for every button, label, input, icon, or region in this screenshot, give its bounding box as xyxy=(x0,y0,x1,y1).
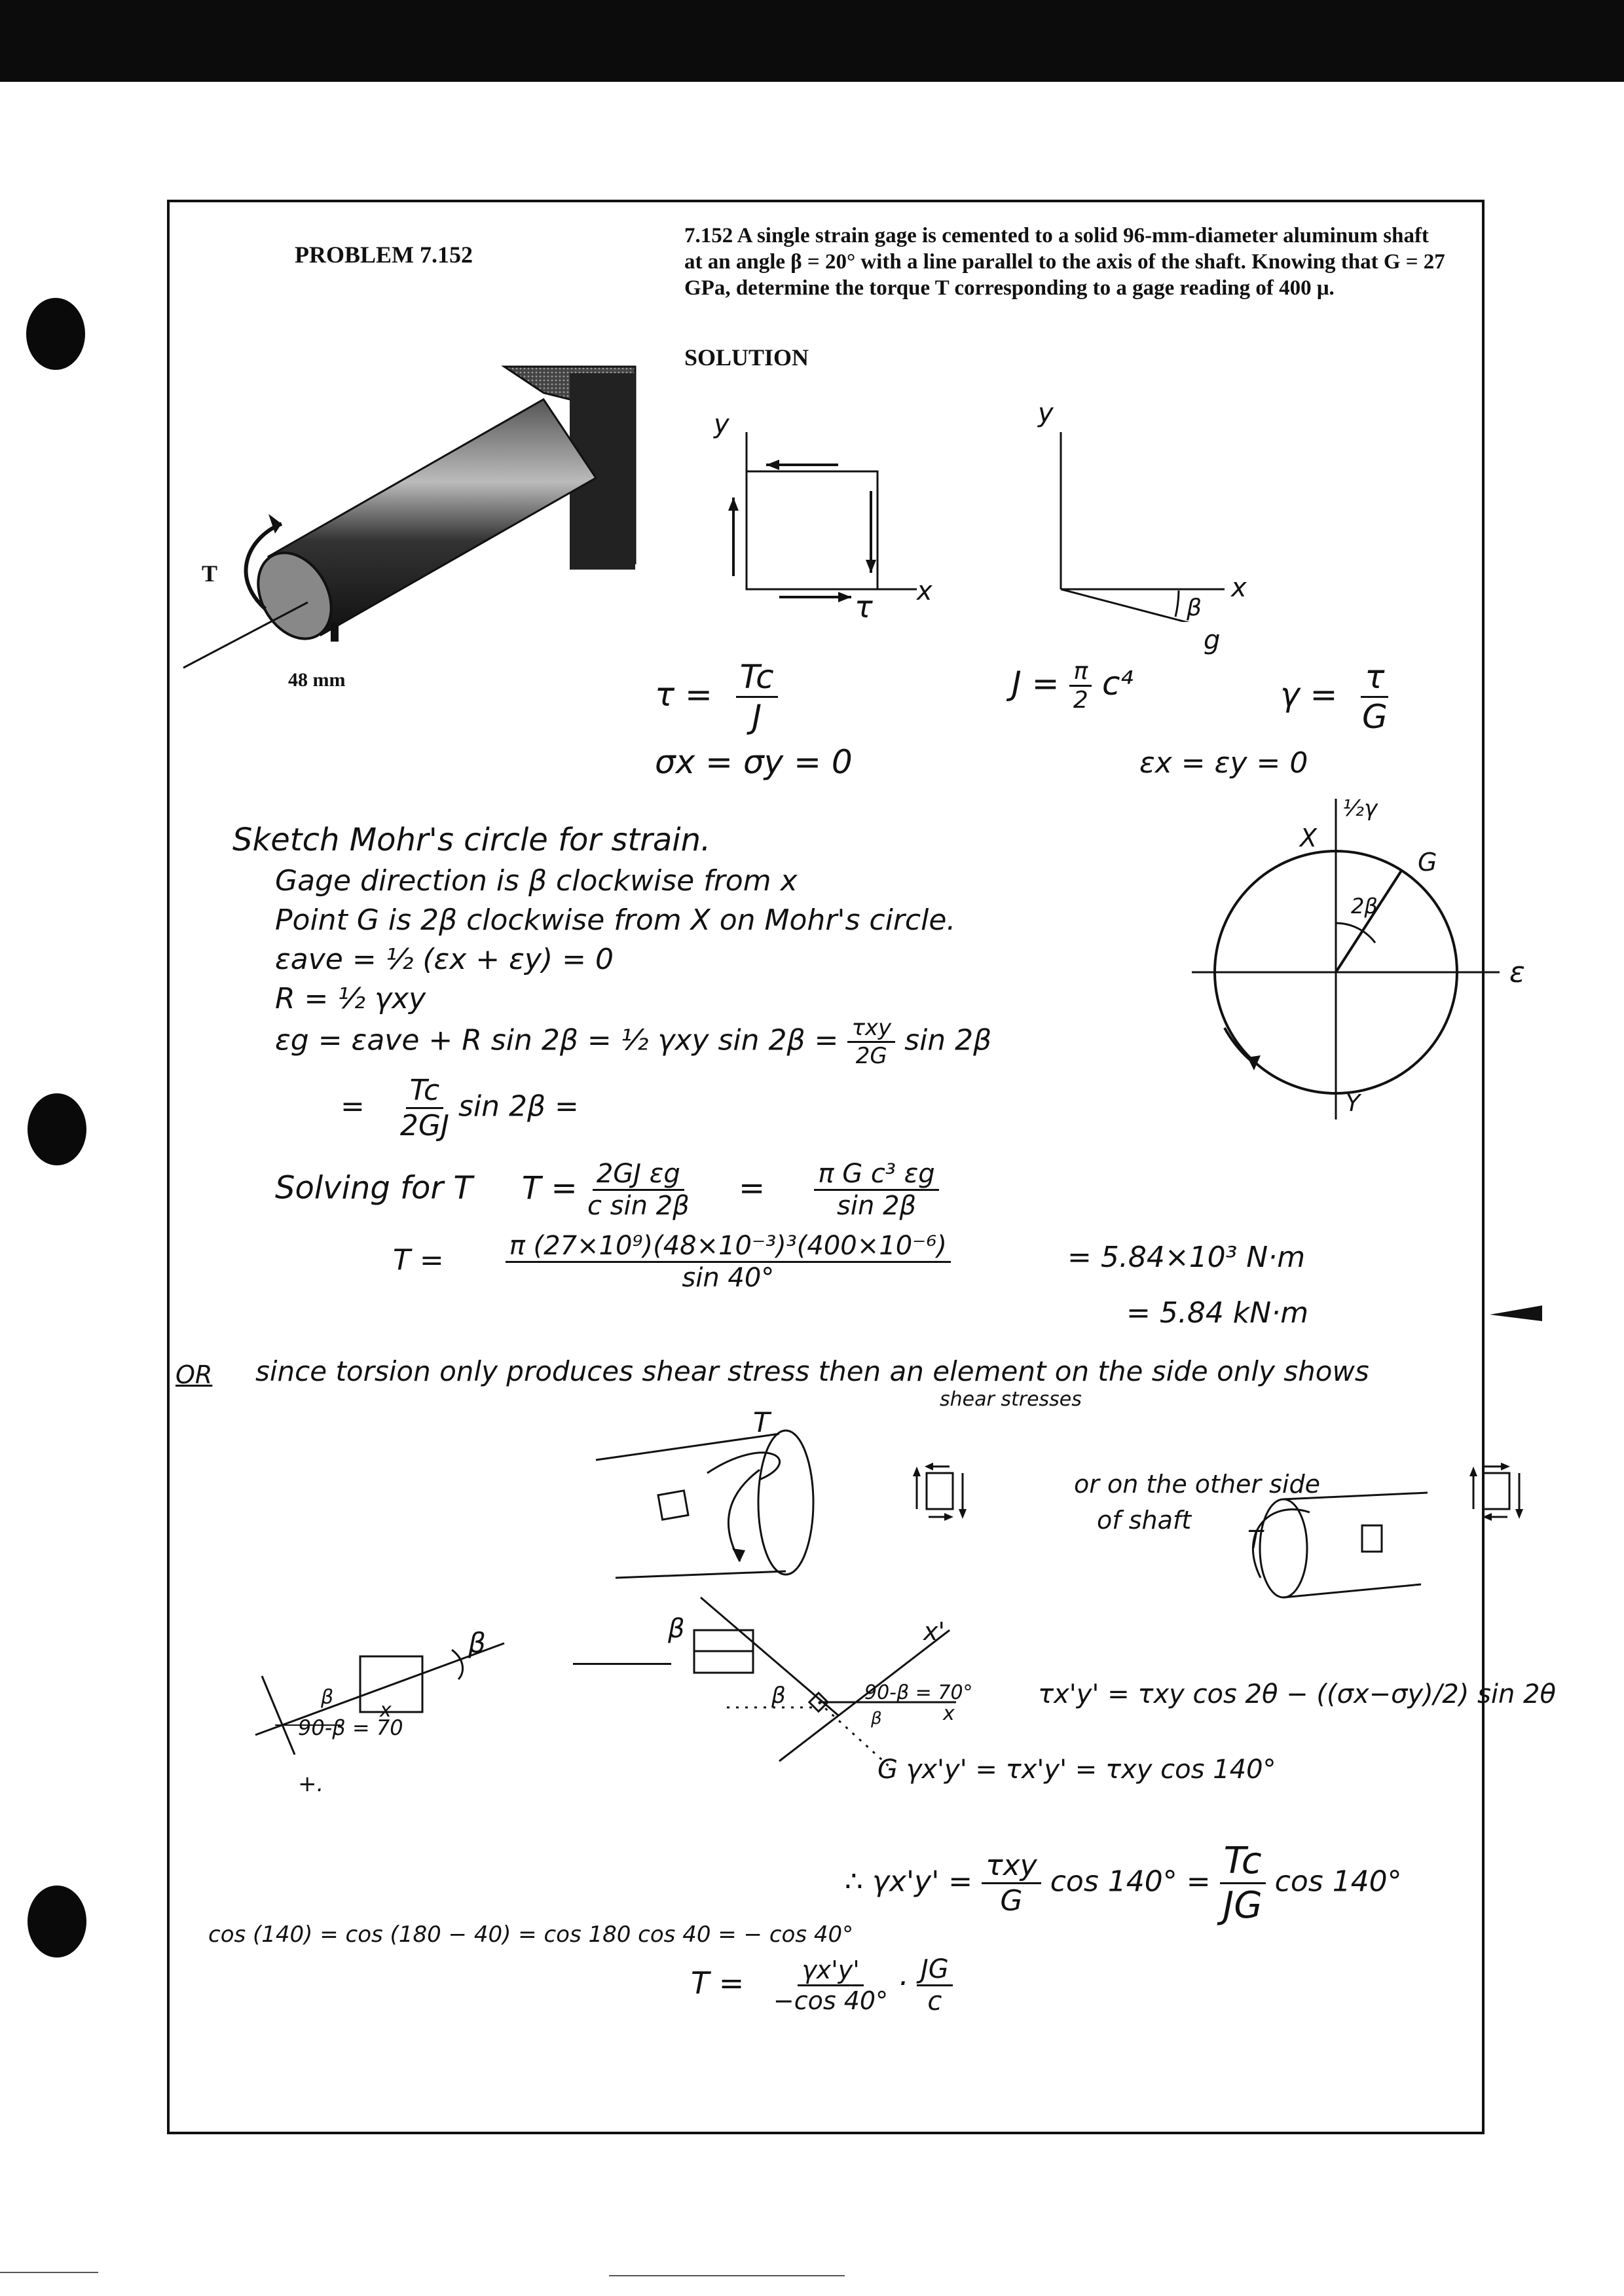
expression: T = xyxy=(521,1169,578,1207)
T-result-2: = 5.84 kN·m xyxy=(1126,1296,1309,1330)
mohr-G-label: G xyxy=(1418,848,1437,877)
expression: εg = εave + R sin 2β = ½ γxy sin 2β = xyxy=(275,1023,839,1057)
problem-label: PROBLEM 7.152 xyxy=(295,242,473,268)
plus-sign: +. xyxy=(298,1771,324,1797)
work-line-1: Sketch Mohr's circle for strain. xyxy=(232,822,711,858)
problem-statement xyxy=(684,223,1549,301)
J-formula xyxy=(1012,658,1134,714)
divider-line xyxy=(573,1663,671,1665)
alt-eq-1: τx'y' = τxy cos 2θ − ((σx−σy)/2) sin 2θ xyxy=(1038,1679,1556,1709)
work-line-3: Point G is 2β clockwise from X on Mohr's circle. xyxy=(275,903,956,937)
scan-mark-line xyxy=(0,2272,98,2273)
alt-eq-3 xyxy=(845,1840,1402,1927)
formula-lhs: τ = xyxy=(655,676,712,714)
beta-label-b: β xyxy=(321,1686,334,1709)
other-side-line-1: or on the other side xyxy=(1074,1470,1320,1499)
alt-line-1: since torsion only produces shear stress then an element on the side only shows xyxy=(255,1355,1369,1387)
scan-mark-line xyxy=(609,2275,845,2276)
torque-arrow xyxy=(707,1453,780,1480)
element-tau-label: τ xyxy=(855,589,873,625)
formula-lhs: γ = xyxy=(1280,676,1338,714)
sketch-T-label: T xyxy=(753,1406,770,1438)
x-label-b: x xyxy=(943,1702,955,1725)
x-label-a: x xyxy=(380,1699,392,1722)
element-square xyxy=(658,1491,688,1520)
expression: ∴ γx'y' = xyxy=(845,1865,973,1899)
beta-label-c: β xyxy=(668,1614,685,1644)
work-line-6 xyxy=(275,1015,991,1069)
torque-arrow xyxy=(728,1470,760,1561)
alt-line-2: shear stresses xyxy=(940,1388,1082,1411)
expression: T = xyxy=(393,1243,444,1277)
numerator: τxy xyxy=(847,1015,895,1043)
statement-line: at an angle β = 20° with a line parallel to the axis of the shaft. Knowing that G = 27 xyxy=(684,250,1445,274)
beta-label-e: β xyxy=(871,1709,882,1728)
denominator: c sin 2β xyxy=(587,1191,690,1221)
numerator: π G c³ εg xyxy=(814,1159,938,1191)
scan-top-bar xyxy=(0,0,1624,82)
inclined-line xyxy=(701,1597,838,1715)
sigma-line: σx = σy = 0 xyxy=(655,743,853,781)
gage-y-label: y xyxy=(1038,398,1054,428)
expression: · xyxy=(897,1965,908,2001)
solve-label: Solving for T xyxy=(275,1169,473,1207)
solution-label: SOLUTION xyxy=(684,344,809,371)
numerator: τxy xyxy=(982,1849,1041,1884)
formula-lhs: J = xyxy=(1012,665,1060,702)
fraction xyxy=(506,1231,951,1293)
arrow-head xyxy=(838,592,851,602)
numerator: Tc xyxy=(736,658,778,698)
shaft-end xyxy=(1260,1499,1307,1597)
gage-x-label: x xyxy=(1231,573,1247,603)
fraction xyxy=(1069,658,1092,714)
cos-identity: cos (140) = cos (180 − 40) = cos 180 cos 40 = − cos 40° xyxy=(208,1922,854,1948)
work-line-4: εave = ½ (εx + εy) = 0 xyxy=(275,943,614,976)
numerator: π (27×10⁹)(48×10⁻³)³(400×10⁻⁶) xyxy=(506,1231,951,1263)
punch-hole-1 xyxy=(26,298,85,370)
arrow-head xyxy=(728,498,739,511)
expression: sin 2β = xyxy=(458,1089,579,1123)
fraction xyxy=(400,1074,449,1142)
shaft-edge xyxy=(616,1571,786,1578)
fraction xyxy=(587,1159,690,1221)
angle-label-a: 90-β = 70 xyxy=(298,1715,403,1740)
reference-line xyxy=(262,1676,295,1755)
torque-label: T xyxy=(202,560,218,587)
punch-hole-2 xyxy=(28,1093,86,1165)
fraction xyxy=(1361,658,1388,736)
arrow-head xyxy=(1247,1055,1261,1070)
shear-element-icon xyxy=(1467,1457,1526,1529)
work-line-2: Gage direction is β clockwise from x xyxy=(275,864,798,898)
mohr-X-label: X xyxy=(1300,824,1318,852)
shaft-figure xyxy=(177,327,661,694)
statement-line: 7.152 A single strain gage is cemented to a solid 96-mm-diameter aluminum shaft xyxy=(684,224,1429,247)
expression: T = xyxy=(691,1965,745,2001)
xprime-label: x' xyxy=(923,1617,945,1646)
strain-gage xyxy=(331,622,339,642)
denominator: G xyxy=(1000,1884,1023,1918)
fraction xyxy=(917,1954,953,2016)
fraction xyxy=(982,1849,1041,1918)
expression: = xyxy=(738,1169,766,1207)
T-calculation xyxy=(393,1231,951,1293)
shear-element-icon xyxy=(910,1457,969,1529)
sketch-T-label-2: T xyxy=(1247,1525,1263,1554)
stress-element xyxy=(747,471,877,589)
punch-hole-3 xyxy=(28,1886,86,1958)
dimension-label: 48 mm xyxy=(288,669,346,691)
numerator: τ xyxy=(1361,658,1388,698)
mohr-eps-label: ε xyxy=(1509,956,1525,989)
denominator: 2GJ xyxy=(399,1109,449,1142)
or-label: OR xyxy=(175,1360,213,1389)
expression: sin 2β xyxy=(904,1023,992,1057)
denominator: J xyxy=(752,698,762,736)
beta-label-d: β xyxy=(771,1683,786,1709)
denominator: 2 xyxy=(1073,687,1088,714)
fraction xyxy=(847,1015,895,1069)
solve-line xyxy=(275,1159,939,1221)
numerator: 2GJ εg xyxy=(593,1159,684,1191)
mohr-gamma-label: ½γ xyxy=(1342,795,1378,822)
numerator: π xyxy=(1069,658,1092,687)
eps-line: εx = εy = 0 xyxy=(1139,746,1308,780)
shaft-edge xyxy=(1283,1493,1428,1499)
arrow-head xyxy=(766,460,779,470)
work-line-7 xyxy=(341,1074,579,1142)
arrow-head xyxy=(866,560,876,573)
radius-to-G xyxy=(1336,871,1401,972)
formula-rhs: c⁴ xyxy=(1102,665,1134,702)
fraction xyxy=(1220,1840,1266,1927)
denominator: sin 2β xyxy=(837,1191,917,1221)
T-result-1: = 5.84×10³ N·m xyxy=(1067,1241,1306,1274)
stress-element-diagram xyxy=(694,406,943,622)
tau-formula xyxy=(655,658,778,736)
mohr-Y-label: Y xyxy=(1346,1090,1360,1117)
beta-label-a: β xyxy=(468,1627,486,1659)
shaft-edge xyxy=(596,1434,779,1460)
numerator: JG xyxy=(917,1954,953,1986)
beta-arc xyxy=(1175,591,1179,617)
denominator: JG xyxy=(1223,1884,1263,1927)
denominator: 2G xyxy=(855,1043,887,1069)
element-x-label: x xyxy=(917,576,932,606)
denominator: c xyxy=(927,1986,942,2016)
fraction xyxy=(814,1159,938,1221)
mohr-angle-label: 2β xyxy=(1351,894,1378,919)
expression: cos 140° xyxy=(1274,1865,1402,1899)
denominator: −cos 40° xyxy=(773,1986,889,2015)
other-side-line-2: of shaft xyxy=(1097,1506,1192,1535)
expression: cos 140° = xyxy=(1050,1865,1211,1899)
statement-line: GPa, determine the torque T corresponding to a gage reading of 400 μ. xyxy=(684,276,1335,300)
numerator: Tc xyxy=(1220,1840,1266,1884)
angle-label-b: 90-β = 70° xyxy=(864,1681,973,1704)
element-y-label: y xyxy=(714,409,729,439)
shaft-sketch-1 xyxy=(589,1421,838,1591)
numerator: γx'y' xyxy=(798,1956,863,1986)
mohr-circle-diagram xyxy=(1179,792,1539,1133)
final-T-expression xyxy=(691,1954,953,2016)
shaft-edge xyxy=(1283,1584,1421,1597)
fraction xyxy=(773,1956,888,2015)
fraction xyxy=(736,658,778,736)
expression: = xyxy=(341,1089,365,1123)
element-square xyxy=(1362,1525,1382,1552)
numerator: Tc xyxy=(406,1074,444,1109)
gage-beta-label: β xyxy=(1187,594,1202,621)
answer-marker-icon xyxy=(1490,1303,1542,1322)
denominator: sin 40° xyxy=(682,1263,775,1293)
gage-g-label: g xyxy=(1204,625,1221,655)
gamma-formula xyxy=(1280,658,1388,736)
work-line-5: R = ½ γxy xyxy=(275,982,426,1015)
alt-eq-2: G γx'y' = τx'y' = τxy cos 140° xyxy=(877,1755,1276,1785)
denominator: G xyxy=(1361,698,1388,736)
beta-arc xyxy=(452,1650,463,1679)
